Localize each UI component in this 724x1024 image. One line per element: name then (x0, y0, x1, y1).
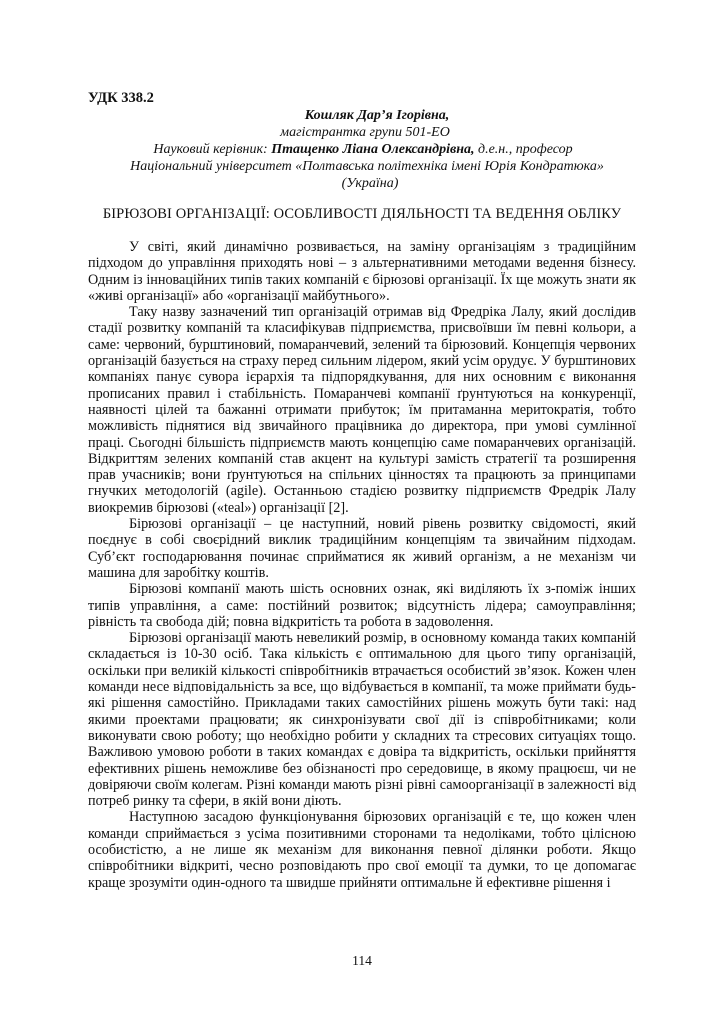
advisor-label: Науковий керівник: (153, 142, 268, 157)
page-number: 114 (352, 953, 372, 968)
advisor-line (88, 141, 636, 158)
country: (Україна) (341, 176, 399, 191)
paragraph: Таку назву зазначений тип організацій отримав від Фредріка Лалу, який дослідив стадії розвитку компаній та класифікував підприємства, присвоївши їм певні кольори, а саме: червоний, бурштиновий, помаранчевий, зелений та бірюзовий. Концепція червоних організацій базується на страху перед сильним лідером, який усім орудує. У бурштинових компаніях панує сувора ієрархія та підпорядкування, для них основним є виконання прописаних правил і стабільність. Помаранчеві компанії ґрунтуються на конкуренції, наявності цілей та бажанні отримати прибуток; їм притаманна меритократія, тобто можливість піднятися від звичайного працівника до директора, при умові сумлінної праці. Сьогодні більшість підприємств мають концепцію саме помаранчевих організацій. Відкриттям зелених компаній став акцент на культурі замість стратегії та розширення прав учасників; вони ґрунтуються на спільних цінностях та працюють за принципами гнучких методологій (agile). Останньою стадією розвитку підприємств Фредрік Лалу виокремив бірюзові («teal») організації [2]. (88, 304, 636, 516)
paragraph: Бірюзові організації – це наступний, новий рівень розвитку свідомості, який поєднує в собі своєрідний виклик традиційним концепціям та звичайним підходам. Суб’єкт господарювання починає сприйматися як живий організм, а не механізм чи машина для заробітку коштів. (88, 516, 636, 581)
paragraph: У світі, який динамічно розвивається, на заміну організаціям з традиційним підходом до управління приходять нові – з альтернативними методами ведення бізнесу. Одним із інноваційних типів таких компаній є бірюзові організації. Їх ще можуть знати як «живі організації» або «організації майбутнього». (88, 239, 636, 304)
udk-code: УДК 338.2 (88, 90, 154, 106)
paragraph: Наступною засадою функціонування бірюзових організацій є те, що кожен член команди сприймається з усіма позитивними сторонами та недоліками, тобто цілісною особистістю, а не лише як механізм для виконання певної ділянки роботи. Якщо співробітники відкриті, чесно розповідають про свої емоції та думки, то це допомагає краще зрозуміти один-одного та швидше прийняти оптимальне й ефективне рішення і (88, 809, 636, 891)
university-name: Національний університет «Полтавська політехніка імені Юрія Кондратюка» (130, 159, 604, 174)
advisor-degree: д.е.н., професор (478, 142, 573, 157)
author-position: магістрантка групи 501-ЕО (280, 125, 450, 140)
advisor-name: Птащенко Ліана Олександрівна, (271, 142, 475, 157)
author-name: Кошляк Дар’я Ігорівна, (304, 108, 450, 123)
author-block (88, 107, 636, 192)
article-title: БІРЮЗОВІ ОРГАНІЗАЦІЇ: ОСОБЛИВОСТІ ДІЯЛЬНОСТІ ТА ВЕДЕННЯ ОБЛІКУ (102, 206, 622, 222)
paragraph: Бірюзові організації мають невеликий розмір, в основному команда таких компаній складається із 10-30 осіб. Така кількість є оптимальною для цього типу організацій, оскільки при великій кількості співробітників втрачається особистий зв’язок. Кожен член команди несе відповідальність за все, що відбувається в компанії, та може приймати будь-які рішення самостійно. Прикладами таких самостійних рішень можуть бути такі: над якими проектами працювати; як синхронізувати свої дії із співробітниками; коли виконувати свою роботу; що необхідно робити у складних та стресових ситуаціях тощо. Важливою умовою роботи в таких командах є довіра та відкритість, оскільки прийняття ефективних рішень неможливе без обізнаності про середовище, в якому працюєш, чи не довіряючи своїм колегам. Різні команди мають різні рівні самоорганізації в залежності від потреб ринку та сфери, в якій вони діють. (88, 630, 636, 810)
paragraph: Бірюзові компанії мають шість основних ознак, які виділяють їх з-поміж інших типів управління, а саме: постійний розвиток; відсутність лідера; самоуправління; рівність та свобода дій; повна відкритість та робота в задоволення. (88, 581, 636, 630)
article-body (88, 239, 636, 891)
